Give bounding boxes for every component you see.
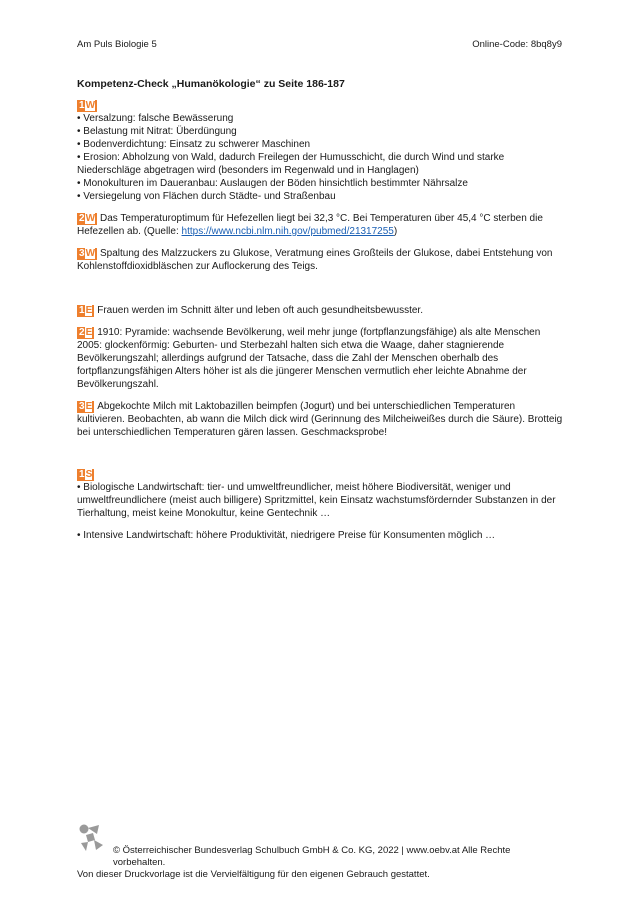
- task-3w: [77, 247, 563, 273]
- task-badge: 1S: [79, 469, 93, 480]
- document-body: [77, 78, 563, 551]
- task-badge: 1W: [79, 100, 96, 111]
- task-badge: 2E: [79, 327, 93, 338]
- task-badge: 3W: [79, 248, 96, 259]
- task-text: 2005: glockenförmig: Geburten- und Sterbezahl halten sich etwa die Waage, daher stagnierende Bevölkerungszahl; allerdings aufgrund der Tatsache, dass die Zahl der Menschen oberhalb des fortpflanzungsfähigen Alters höher ist als die jüngerer Menschen vermutlich eher leichte Abnahme der Bevölkerungszahl.: [77, 340, 527, 390]
- online-code: Online-Code: 8bq8y9: [472, 39, 562, 50]
- source-link[interactable]: https://www.ncbi.nlm.nih.gov/pubmed/21317255: [181, 226, 394, 237]
- list-item: • Bodenverdichtung: Einsatz zu schwerer Maschinen: [77, 139, 311, 150]
- task-1s: [77, 468, 563, 542]
- task-text: Das Temperaturoptimum für Hefezellen liegt bei 32,3 °C. Bei Temperaturen über 45,4 °C sterben die Hefezellen ab. (Quelle:: [77, 213, 543, 237]
- page-footer: [77, 823, 563, 881]
- page-header: [77, 39, 562, 50]
- list-item: • Versalzung: falsche Bewässerung: [77, 113, 234, 124]
- list-item: • Intensive Landwirtschaft: höhere Produktivität, niedrigere Preise für Konsumenten möglich …: [77, 530, 496, 541]
- list-item: • Belastung mit Nitrat: Überdüngung: [77, 126, 237, 137]
- list-item: • Monokulturen im Daueranbau: Auslaugen der Böden hinsichtlich bestimmter Nährsalze: [77, 178, 468, 189]
- list-item: • Biologische Landwirtschaft: tier- und umweltfreundlicher, meist höhere Biodiversität, weniger und umweltfreundlichere (meist auch billigere) Spritzmittel, kein Einsatz wachstumsfördernder Substanzen in der Tierhaltung, meist keine Monokultur, keine Gentechnik …: [77, 482, 556, 519]
- task-badge: 2W: [79, 213, 96, 224]
- page-title: Kompetenz-Check „Humanökologie“ zu Seite 186-187: [77, 78, 345, 90]
- task-2e: [77, 326, 563, 391]
- task-1w: [77, 99, 563, 203]
- bullet-list: [77, 112, 563, 203]
- task-badge: 1E: [79, 305, 93, 316]
- task-3e: [77, 400, 563, 439]
- list-item: • Versiegelung von Flächen durch Städte- und Straßenbau: [77, 191, 336, 202]
- task-badge: 3E: [79, 401, 93, 412]
- oebv-logo-icon: [77, 823, 107, 853]
- task-text: Spaltung des Malzzuckers zu Glukose, Veratmung eines Großteils der Glukose, dabei Entstehung von Kohlenstoffdioxidbläschen zur Auflockerung des Teigs.: [77, 248, 553, 272]
- book-title: Am Puls Biologie 5: [77, 39, 157, 50]
- copyright-notice: © Österreichischer Bundesverlag Schulbuch GmbH & Co. KG, 2022 | www.oebv.at Alle Rechte vorbehalten.: [113, 845, 511, 868]
- task-text: 1910: Pyramide: wachsende Bevölkerung, weil mehr junge (fortpflanzungsfähige) als alte Menschen: [97, 327, 541, 338]
- task-2w: 2W Das Temperaturoptimum für Hefezellen liegt bei 32,3 °C. Bei Temperaturen über 45,4 °C sterben die Hefezellen ab. (Quelle: https://www.ncbi.nlm.nih.gov/pubmed/21317255): [77, 213, 543, 237]
- usage-notice: Von dieser Druckvorlage ist die Vervielfältigung für den eigenen Gebrauch gestattet.: [77, 869, 430, 880]
- task-text: Abgekochte Milch mit Laktobazillen beimpfen (Jogurt) und bei unterschiedlichen Temperaturen kultivieren. Beobachten, ab wann die Milch dick wird (Gerinnung des Milcheiweißes durch die Säure). Brotteig bei unterschiedlichen Temperaturen gären lassen. Geschmacksprobe!: [77, 401, 563, 438]
- task-text: Frauen werden im Schnitt älter und leben oft auch gesundheitsbewusster.: [97, 305, 423, 316]
- task-1e: [77, 304, 563, 317]
- list-item: • Erosion: Abholzung von Wald, dadurch Freilegen der Humusschicht, die durch Wind und starke Niederschläge abgetragen wird (besonders im Regenwald und in Hanglagen): [77, 152, 505, 176]
